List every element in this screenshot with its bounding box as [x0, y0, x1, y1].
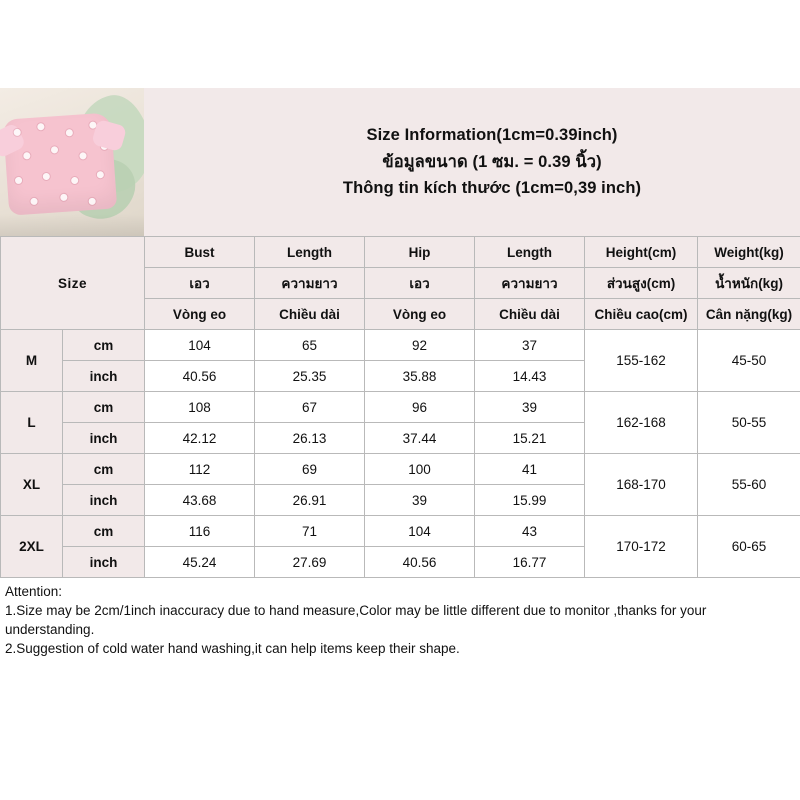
- col-header-length-vi: Chiều dài: [255, 299, 365, 330]
- col-header-height-vi: Chiều cao(cm): [585, 299, 698, 330]
- cell-bust-inch: 40.56: [145, 361, 255, 392]
- cell-bust-inch: 45.24: [145, 547, 255, 578]
- cell-length2-inch: 14.43: [475, 361, 585, 392]
- cell-weight: 55-60: [698, 454, 800, 516]
- cell-hip-inch: 37.44: [365, 423, 475, 454]
- col-header-height-th: ส่วนสูง(cm): [585, 268, 698, 299]
- cell-length-inch: 26.91: [255, 485, 365, 516]
- chart-header: [0, 88, 800, 236]
- col-header-length2-en: Length: [475, 237, 585, 268]
- col-header-hip-th: เอว: [365, 268, 475, 299]
- cell-weight: 50-55: [698, 392, 800, 454]
- cell-weight: 60-65: [698, 516, 800, 578]
- cell-hip-cm: 92: [365, 330, 475, 361]
- cell-length2-cm: 43: [475, 516, 585, 547]
- cell-length2-cm: 41: [475, 454, 585, 485]
- chart-title-block: [144, 88, 800, 236]
- col-header-height-en: Height(cm): [585, 237, 698, 268]
- cell-hip-inch: 39: [365, 485, 475, 516]
- cell-bust-cm: 112: [145, 454, 255, 485]
- col-header-length-en: Length: [255, 237, 365, 268]
- row-size-label-l: L: [1, 392, 63, 454]
- col-header-hip-vi: Vòng eo: [365, 299, 475, 330]
- cell-length-cm: 67: [255, 392, 365, 423]
- cell-length2-inch: 15.21: [475, 423, 585, 454]
- row-unit-cm: cm: [63, 516, 145, 547]
- col-header-weight-th: น้ำหนัก(kg): [698, 268, 800, 299]
- row-unit-cm: cm: [63, 392, 145, 423]
- garment-shape: [3, 112, 117, 215]
- col-header-hip-en: Hip: [365, 237, 475, 268]
- cell-height: 168-170: [585, 454, 698, 516]
- cell-length-cm: 65: [255, 330, 365, 361]
- cell-hip-cm: 104: [365, 516, 475, 547]
- cell-length-cm: 69: [255, 454, 365, 485]
- col-header-length2-vi: Chiều dài: [475, 299, 585, 330]
- chart-title-vi: Thông tin kích thước (1cm=0,39 inch): [342, 179, 642, 198]
- cell-hip-cm: 96: [365, 392, 475, 423]
- attention-line-1b: understanding.: [5, 622, 95, 638]
- row-unit-inch: inch: [63, 485, 145, 516]
- cell-height: 162-168: [585, 392, 698, 454]
- cell-length2-inch: 16.77: [475, 547, 585, 578]
- row-unit-cm: cm: [63, 330, 145, 361]
- chart-title-th: ข้อมูลขนาด (1 ซม. = 0.39 นิ้ว): [382, 152, 602, 171]
- cell-length2-cm: 39: [475, 392, 585, 423]
- attention-line-2: 2.Suggestion of cold water hand washing,it can help items keep their shape.: [5, 641, 460, 657]
- cell-height: 155-162: [585, 330, 698, 392]
- size-corner-label: Size: [1, 237, 145, 330]
- floral-pattern: [3, 112, 117, 215]
- row-unit-inch: inch: [63, 361, 145, 392]
- cell-bust-inch: 43.68: [145, 485, 255, 516]
- table-row: [1, 516, 800, 547]
- cell-hip-inch: 40.56: [365, 547, 475, 578]
- col-header-weight-vi: Cân nặng(kg): [698, 299, 800, 330]
- cell-bust-inch: 42.12: [145, 423, 255, 454]
- cell-bust-cm: 104: [145, 330, 255, 361]
- size-chart: [0, 88, 800, 670]
- attention-heading: Attention:: [5, 584, 63, 599]
- cell-length2-inch: 15.99: [475, 485, 585, 516]
- cell-length2-cm: 37: [475, 330, 585, 361]
- col-header-bust-th: เอว: [145, 268, 255, 299]
- col-header-length-th: ความยาว: [255, 268, 365, 299]
- col-header-length2-th: ความยาว: [475, 268, 585, 299]
- row-unit-cm: cm: [63, 454, 145, 485]
- col-header-weight-en: Weight(kg): [698, 237, 800, 268]
- chart-title-en: Size Information(1cm=0.39inch): [366, 126, 618, 145]
- product-photo: [0, 88, 144, 236]
- cell-hip-inch: 35.88: [365, 361, 475, 392]
- photo-shadow: [0, 214, 144, 236]
- attention-line-1: 1.Size may be 2cm/1inch inaccuracy due to hand measure,Color may be little different due to monitor ,thanks for your: [5, 603, 707, 619]
- row-size-label-xl: XL: [1, 454, 63, 516]
- cell-hip-cm: 100: [365, 454, 475, 485]
- cell-bust-cm: 108: [145, 392, 255, 423]
- table-row: [1, 392, 800, 423]
- table-row: [1, 454, 800, 485]
- cell-bust-cm: 116: [145, 516, 255, 547]
- attention-block: [0, 578, 800, 670]
- row-unit-inch: inch: [63, 547, 145, 578]
- row-size-label-m: M: [1, 330, 63, 392]
- cell-length-cm: 71: [255, 516, 365, 547]
- table-row: [1, 330, 800, 361]
- cell-length-inch: 27.69: [255, 547, 365, 578]
- cell-weight: 45-50: [698, 330, 800, 392]
- table-header-row-en: [1, 237, 800, 268]
- cell-height: 170-172: [585, 516, 698, 578]
- row-size-label-2xl: 2XL: [1, 516, 63, 578]
- row-unit-inch: inch: [63, 423, 145, 454]
- cell-length-inch: 25.35: [255, 361, 365, 392]
- col-header-bust-en: Bust: [145, 237, 255, 268]
- cell-length-inch: 26.13: [255, 423, 365, 454]
- measurements-table: [0, 236, 800, 578]
- col-header-bust-vi: Vòng eo: [145, 299, 255, 330]
